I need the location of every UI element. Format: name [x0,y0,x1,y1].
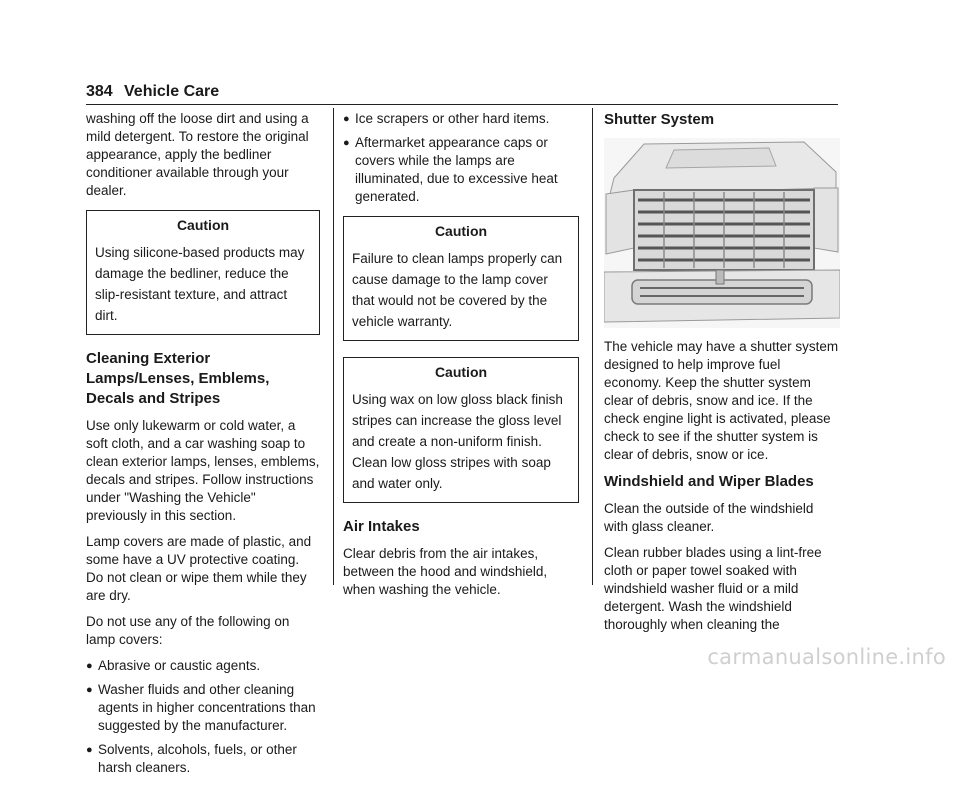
paragraph: Clear debris from the air intakes, between the hood and windshield, when washing the vehicle. [343,546,548,597]
list-item-text: Ice scrapers or other hard items. [355,111,550,126]
list-item-text: Washer fluids and other cleaning agents in higher concentrations than suggested by the manufacturer. [98,682,316,733]
caution-title: Caution [176,217,230,233]
caution-text: Using silicone-based products may damage the bedliner, reduce the slip-resistant texture, and attract dirt. [95,245,305,323]
list-item [86,741,320,777]
bullet-icon: ● [86,744,93,756]
paragraph: Do not use any of the following on lamp covers: [86,614,290,647]
paragraph: Use only lukewarm or cold water, a soft cloth, and a car washing soap to clean exterior lamps, lenses, emblems, decals and stripes. Follow instructions under "Washing the Vehicle" previously in this section. [86,418,320,523]
caution-title: Caution [434,364,488,380]
list-item [343,134,579,206]
watermark: carmanualsonline.info [707,645,946,669]
bullet-icon: ● [343,113,350,125]
bullet-list [343,110,579,206]
list-item [86,681,320,735]
paragraph: Lamp covers are made of plastic, and some have a UV protective coating. Do not clean or wipe them while they are dry. [86,534,312,603]
caution-box [86,210,320,335]
caution-text: Using wax on low gloss black finish stripes can increase the gloss level and create a non-uniform finish. Clean low gloss stripes with soap and water only. [352,392,563,491]
column-divider-1 [333,108,334,585]
truck-front-drawing [604,138,840,328]
header-rule [86,104,838,105]
paragraph: Clean rubber blades using a lint-free cloth or paper towel soaked with windshield washer fluid or a mild detergent. Wash the windshield thoroughly when cleaning the [604,545,822,632]
truck-grille-illustration [604,138,840,328]
caution-box [343,216,579,341]
column-3 [604,110,840,642]
intro-paragraph: washing off the loose dirt and using a mild detergent. To restore the original appearance, apply the bedliner conditioner available through your dealer. [86,111,309,198]
list-item-text: Aftermarket appearance caps or covers while the lamps are illuminated, due to excessive heat generated. [355,135,558,204]
bullet-list [86,657,320,777]
caution-text: Failure to clean lamps properly can cause damage to the lamp cover that would not be covered by the vehicle warranty. [352,251,563,329]
caution-title: Caution [434,223,488,239]
list-item [86,657,320,675]
paragraph: The vehicle may have a shutter system designed to help improve fuel economy. Keep the shutter system clear of debris, snow and ice. If the check engine light is activated, please check to see if the shutter system is clear of debris, snow or ice. [604,339,839,462]
page-number: 384 [86,83,113,100]
column-1 [86,110,320,785]
section-heading-windshield: Windshield and Wiper Blades [604,473,814,490]
section-heading-air-intakes: Air Intakes [343,518,420,535]
paragraph: Clean the outside of the windshield with glass cleaner. [604,501,814,534]
list-item [343,110,579,128]
bullet-icon: ● [343,137,350,149]
caution-box [343,357,579,503]
bullet-icon: ● [86,684,93,696]
column-2 [343,110,579,607]
section-title: Vehicle Care [124,83,220,100]
column-divider-2 [592,108,593,585]
page-header [86,83,838,103]
bullet-icon: ● [86,660,93,672]
section-heading-shutter: Shutter System [604,111,715,128]
section-heading-lamps: Cleaning Exterior Lamps/Lenses, Emblems, Decals and Stripes [86,350,270,407]
list-item-text: Abrasive or caustic agents. [98,658,261,673]
list-item-text: Solvents, alcohols, fuels, or other harsh cleaners. [98,742,297,775]
